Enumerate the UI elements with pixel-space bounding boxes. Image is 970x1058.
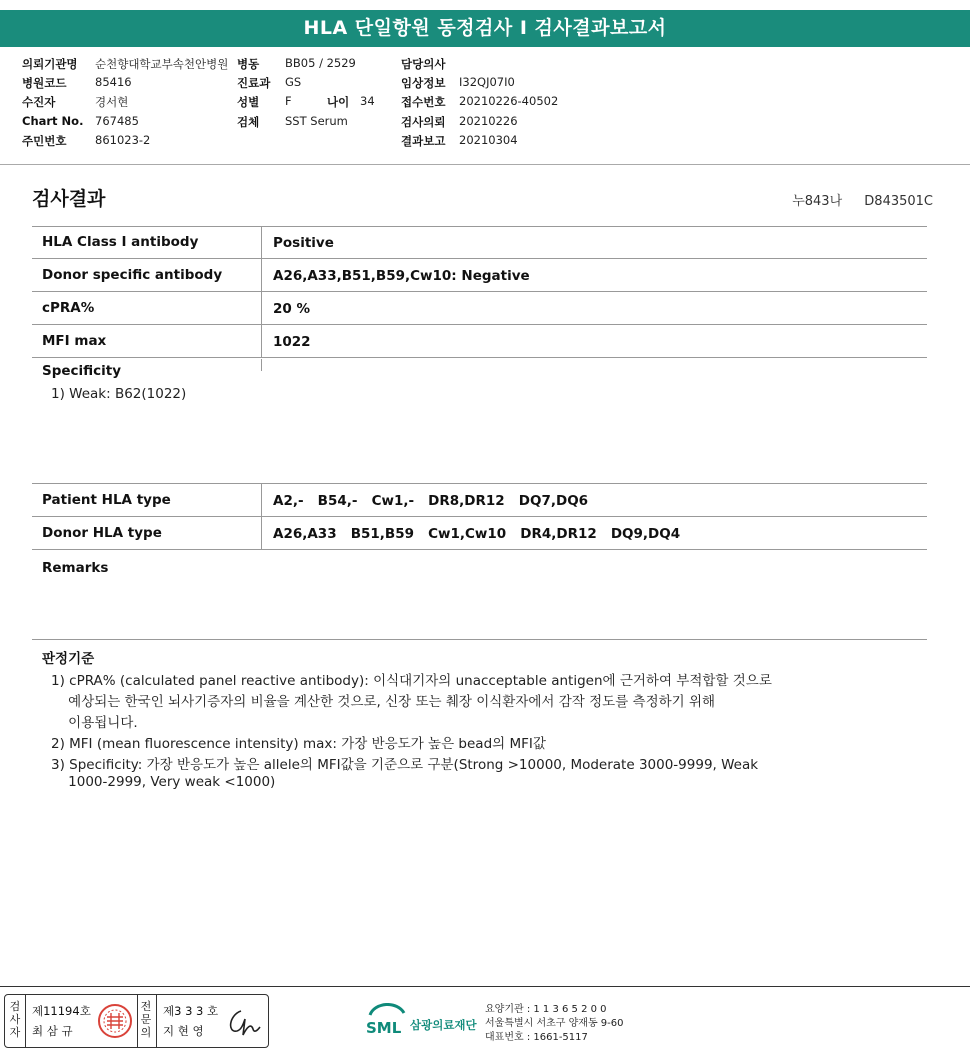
- chart-no-value: 767485: [95, 114, 139, 128]
- address-line: 서울특별시 서초구 양재동 9-60: [485, 1018, 624, 1029]
- table-row: [32, 517, 927, 550]
- report-header-info: [22, 56, 952, 152]
- row-value: 1022: [273, 334, 311, 350]
- row-value: A2,- B54,- Cw1,- DR8,DR12 DQ7,DQ6: [273, 493, 589, 509]
- resident-no-label: 주민번호: [22, 134, 67, 148]
- patient-label: 수진자: [22, 95, 56, 109]
- ward-label: 병동: [237, 57, 260, 71]
- reviewer-name: 지 현 영: [163, 1024, 204, 1038]
- age-label: 나이: [327, 95, 350, 109]
- sml-logo-text: SML: [366, 1019, 402, 1037]
- row-key: cPRA%: [42, 300, 95, 316]
- criteria-line: 3) Specificity: 가장 반응도가 높은 allele의 MFI값을 기준으로 구분(Strong >10000, Moderate 3000-9999, Weak: [51, 757, 759, 773]
- specificity-value: 1) Weak: B62(1022): [51, 386, 187, 402]
- clinical-info-label: 임상정보: [401, 76, 446, 90]
- chart-no-label: Chart No.: [22, 114, 84, 128]
- results-section-title: 검사결과: [32, 188, 106, 210]
- sml-logo-icon: [364, 1003, 408, 1039]
- reviewer-signature-icon: [223, 1005, 263, 1039]
- column-divider: [261, 517, 262, 549]
- report-date-value: 20210304: [459, 133, 518, 147]
- foundation-name: 삼광의료재단: [410, 1018, 477, 1032]
- row-key: Donor HLA type: [42, 525, 162, 541]
- institution-label: 의뢰기관명: [22, 57, 78, 71]
- row-key: MFI max: [42, 333, 107, 349]
- reviewer-label: 전문의: [140, 1000, 152, 1039]
- criteria-line: 2) MFI (mean fluorescence intensity) max: 가장 반응도가 높은 bead의 MFI값: [51, 736, 546, 752]
- patient-value: 경서현: [95, 95, 129, 109]
- tester-name: 최 삼 규: [32, 1024, 73, 1038]
- tester-label: 검사자: [9, 1000, 21, 1039]
- signature-divider: [25, 995, 26, 1047]
- footer-divider: [0, 986, 970, 987]
- criteria-title: 판정기준: [42, 651, 95, 667]
- sex-value: F: [285, 94, 292, 108]
- specificity-label: Specificity: [42, 363, 122, 379]
- department-label: 진료과: [237, 76, 271, 90]
- row-key: HLA Class I antibody: [42, 234, 199, 250]
- institution-value: 순천향대학교부속천안병원: [95, 57, 229, 71]
- column-divider: [261, 292, 262, 324]
- row-key: Donor specific antibody: [42, 267, 223, 283]
- request-date-label: 검사의뢰: [401, 115, 446, 129]
- column-divider: [261, 325, 262, 357]
- table-row: [32, 259, 927, 292]
- criteria-line: 이용됩니다.: [51, 715, 138, 731]
- tester-license: 제11194호: [32, 1004, 91, 1018]
- hospital-code-label: 병원코드: [22, 76, 67, 90]
- row-value: 20 %: [273, 301, 311, 317]
- row-value: A26,A33,B51,B59,Cw10: Negative: [273, 268, 530, 284]
- tester-seal-icon: [97, 1003, 133, 1039]
- resident-no-value: 861023-2: [95, 133, 151, 147]
- hospital-code-value: 85416: [95, 75, 132, 89]
- table-row: [32, 226, 927, 259]
- code-1: 누843나: [792, 194, 843, 209]
- table-row: [32, 484, 927, 517]
- table-row: [32, 325, 927, 358]
- criteria-line: 1000-2999, Very weak <1000): [51, 774, 276, 790]
- column-divider: [261, 259, 262, 291]
- request-date-value: 20210226: [459, 114, 518, 128]
- agency-line: 요양기관 : 1 1 3 6 5 2 0 0: [485, 1004, 607, 1015]
- department-value: GS: [285, 75, 302, 89]
- receipt-no-label: 접수번호: [401, 95, 446, 109]
- column-divider-tail: [261, 359, 262, 371]
- criteria-line: 1) cPRA% (calculated panel reactive antibody): 이식대기자의 unacceptable antigen에 근거하여 부적합할 것으로: [51, 673, 772, 689]
- signature-box: [4, 994, 269, 1048]
- code-2: D843501C: [864, 194, 933, 209]
- report-codes: [792, 190, 933, 209]
- ward-value: BB05 / 2529: [285, 56, 356, 70]
- column-divider: [261, 226, 262, 258]
- table-row: [32, 292, 927, 325]
- specimen-label: 검체: [237, 115, 260, 129]
- phone-line: 대표번호 : 1661-5117: [485, 1032, 588, 1043]
- column-divider: [261, 484, 262, 516]
- footer-contact: [485, 1003, 624, 1045]
- specimen-value: SST Serum: [285, 114, 348, 128]
- remarks-label: Remarks: [42, 560, 109, 576]
- header-divider: [0, 164, 970, 165]
- row-value: A26,A33 B51,B59 Cw1,Cw10 DR4,DR12 DQ9,DQ4: [273, 526, 681, 542]
- receipt-no-value: 20210226-40502: [459, 94, 559, 108]
- clinical-info-value: I32QJ07I0: [459, 75, 515, 89]
- signature-divider: [156, 995, 157, 1047]
- sex-label: 성별: [237, 95, 260, 109]
- criteria-line: 예상되는 한국인 뇌사기증자의 비율을 계산한 것으로, 신장 또는 췌장 이식환자에서 감작 정도를 측정하기 위해: [51, 694, 716, 710]
- row-key: Patient HLA type: [42, 492, 171, 508]
- remarks-bottom-rule: [32, 639, 927, 640]
- age-value: 34: [360, 94, 375, 108]
- report-title: HLA 단일항원 동정검사 I 검사결과보고서: [0, 10, 970, 47]
- report-date-label: 결과보고: [401, 134, 446, 148]
- doctor-label: 담당의사: [401, 57, 446, 71]
- row-value: Positive: [273, 235, 334, 251]
- reviewer-license: 제3 3 3 호: [163, 1004, 219, 1018]
